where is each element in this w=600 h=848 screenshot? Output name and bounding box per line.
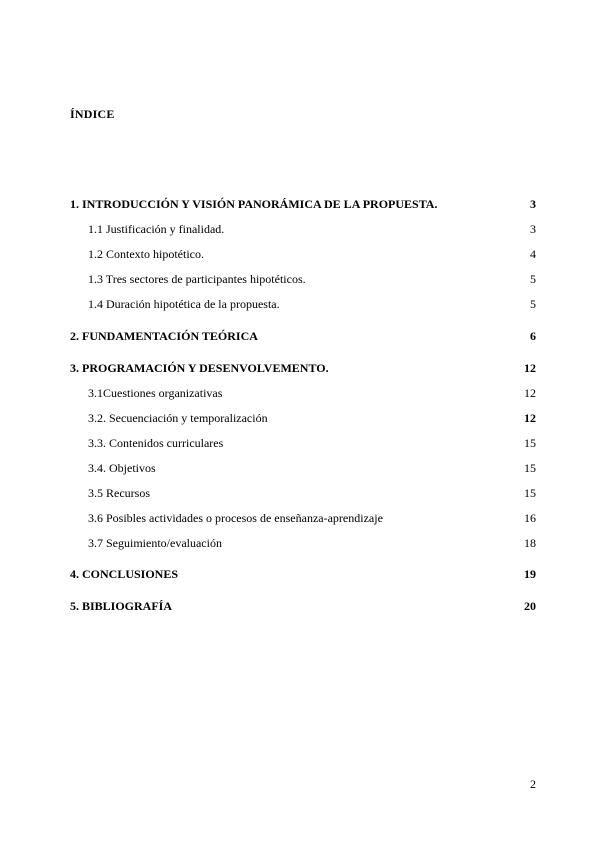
toc-entry-introduccion[interactable] [70,196,536,212]
toc-entry-label: 3.2. Secuenciación y temporalización [88,411,268,425]
toc-entry-contenidos[interactable] [70,435,536,451]
toc-entry-label: 1.1 Justificación y finalidad. [88,222,225,236]
page-title: ÍNDICE [70,107,115,121]
toc-entry-page: 3 [530,197,536,211]
toc-entry-page: 6 [530,329,536,343]
toc-entry-page: 5 [530,272,536,286]
toc-entry-label: 1.3 Tres sectores de participantes hipotéticos. [88,272,306,286]
toc-entry-duracion[interactable] [70,296,536,312]
page-number: 2 [530,777,536,791]
toc-entry-label: 3.4. Objetivos [88,461,156,475]
toc-entry-page: 3 [530,222,536,236]
toc-entry-label: 3.3. Contenidos curriculares [88,436,224,450]
toc-entry-actividades[interactable] [70,510,536,526]
toc-entry-conclusiones[interactable] [70,566,536,582]
toc-entry-fundamentacion[interactable] [70,328,536,344]
toc-entry-cuestiones[interactable] [70,385,536,401]
toc-entry-label: 3. PROGRAMACIÓN Y DESENVOLVEMENTO. [70,361,329,375]
toc-entry-page: 19 [524,567,536,581]
toc-entry-bibliografia[interactable] [70,598,536,614]
toc-entry-page: 15 [524,486,536,500]
toc-entry-recursos[interactable] [70,485,536,501]
toc-entry-label: 1.4 Duración hipotética de la propuesta. [88,297,280,311]
toc-entry-label: 1.2 Contexto hipotético. [88,247,204,261]
toc-entry-page: 15 [524,461,536,475]
toc-entry-justificacion[interactable] [70,221,536,237]
toc-entry-contexto[interactable] [70,246,536,262]
toc-entry-label: 3.1Cuestiones organizativas [88,386,223,400]
toc-entry-page: 18 [524,536,536,550]
toc-entry-label: 3.5 Recursos [88,486,150,500]
toc-entry-label: 5. BIBLIOGRAFÍA [70,599,173,613]
toc-entry-label: 3.6 Posibles actividades o procesos de enseñanza-aprendizaje [88,511,383,525]
toc-entry-page: 15 [524,436,536,450]
toc-entry-objetivos[interactable] [70,460,536,476]
toc-entry-page: 12 [524,386,536,400]
toc-entry-label: 3.7 Seguimiento/evaluación [88,536,222,550]
toc-entry-page: 4 [530,247,536,261]
toc-entry-programacion[interactable] [70,360,536,376]
toc-entry-page: 12 [524,411,536,425]
toc-entry-page: 5 [530,297,536,311]
toc-entry-page: 12 [524,361,536,375]
toc-entry-page: 16 [524,511,536,525]
toc-entry-sectores[interactable] [70,271,536,287]
toc-entry-page: 20 [524,599,536,613]
toc-entry-label: 2. FUNDAMENTACIÓN TEÓRICA [70,329,258,343]
table-of-contents [70,0,536,848]
toc-entry-seguimiento[interactable] [70,535,536,551]
toc-entry-secuenciacion[interactable] [70,410,536,426]
toc-entry-label: 4. CONCLUSIONES [70,567,179,581]
toc-entry-label: 1. INTRODUCCIÓN Y VISIÓN PANORÁMICA DE LA PROPUESTA. [70,197,438,211]
